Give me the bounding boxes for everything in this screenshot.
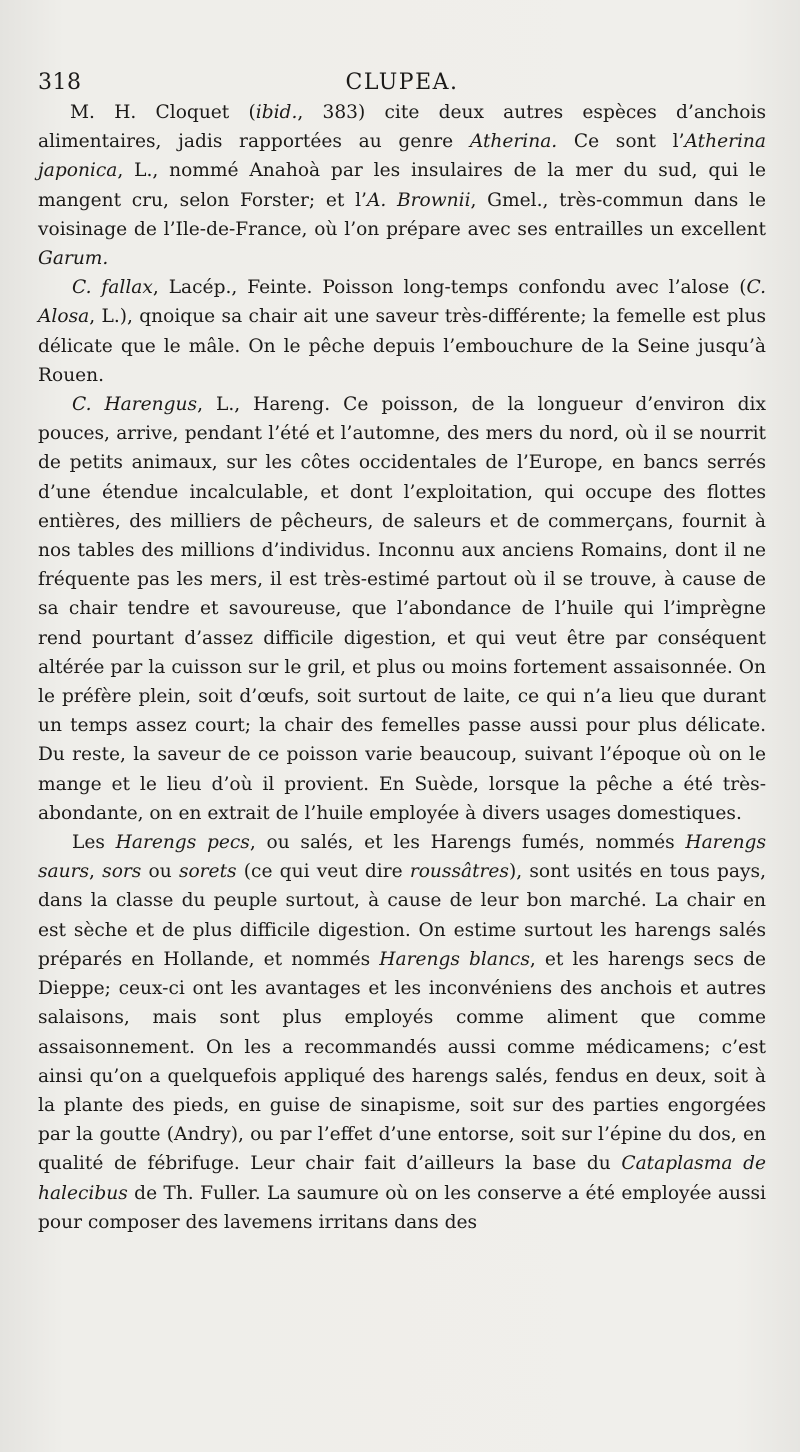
text-segment-italic: sorets [178,861,237,883]
text-segment: , L., Hareng. Ce poisson, de la longueur d’environ dix pouces, arrive, pendant l’été et l’automne, des mers du nord, où il se nourrit de petits animaux, sur les côtes occidentales de l’Europe, en bancs serrés d’une étendue incalculable, et dont l’exploitation, qui occupe des flottes entières, des milliers de pêcheurs, de saleurs et de commerçans, fournit à nos tables des millions d’individus. Inconnu aux anciens Romains, dont il ne fréquente pas les mers, il est très-estimé partout où il se trouve, à cause de sa chair tendre et savoureuse, que l’abondance de l’huile qui l’imprègne rend pourtant d’assez difficile digestion, et qui veut être par conséquent altérée par la cuisson sur le gril, et plus ou moins fortement assaisonnée. On le préfère plein, soit d’œufs, soit surtout de laite, ce qui n’a lieu que durant un temps assez court; la chair des femelles passe aussi pour plus délicate. Du reste, la saveur de ce poisson varie beaucoup, suivant l’époque où on le mange et le lieu d’où il provient. En Suède, lorsque la pêche a été très-abondante, on en extrait de l’huile employée à divers usages domestiques. [38,394,766,824]
body-text [38,98,766,1237]
text-segment-italic: Garum. [38,248,109,270]
text-segment-italic: A. Brownii [366,189,471,211]
paragraph-c-harengus [38,390,766,828]
text-segment: , L.), qnoique sa chair ait une saveur très-différente; la femelle est plus délicate que le mâle. On le pêche depuis l’embouchure de la Seine jusqu’à Rouen. [38,306,766,386]
text-segment-italic: Harengs blancs [379,948,530,970]
text-segment: , 383) cite deux autres espèces d’anchois alimentaires, jadis rapportées au genre [38,102,766,153]
text-segment: de Th. Fuller. La saumure où on les conserve a été employée aussi pour composer des lavemens irritans dans des [38,1182,766,1233]
text-segment: , ou salés, et les Harengs fumés, nommés [249,832,686,854]
paragraph-c-fallax [38,273,766,390]
page-header [38,58,766,98]
text-segment-italic: Atherina. [469,131,558,153]
paragraph-anchovies [38,98,766,273]
text-segment-italic: Harengs pecs [115,832,250,854]
text-segment: , [89,861,103,883]
text-segment-italic: roussâtres [409,861,509,883]
text-segment-italic: C. fallax [72,277,153,299]
text-segment: ), sont usités en tous pays, dans la classe du peuple surtout, à cause de leur bon marché. La chair en est sèche et de plus difficile digestion. On estime surtout les harengs salés préparés en Hollande, et nommés [38,861,766,970]
text-segment-italic: sors [102,861,142,883]
text-segment: , L., nommé Anahoà par les insulaires de la mer du sud, qui le mangent cru, selon Forster; et l’ [38,160,766,211]
text-segment: , Gmel., très-commun dans le voisinage de l’Ile-de-France, où l’on prépare avec ses entrailles un excellent [38,189,767,240]
text-segment-italic: Harengs saurs [38,832,766,883]
text-segment: , Lacép., Feinte. Poisson long-temps confondu avec l’alose ( [152,277,747,299]
text-segment-italic: C. Harengus [72,394,198,416]
text-segment-italic: Atherina japonica [38,131,766,182]
text-segment: Les [72,832,116,854]
text-segment: ou [141,861,179,883]
paragraph-harengs-pecs [38,828,766,1237]
text-segment: Ce sont l’ [557,131,685,153]
text-segment-italic: ibid. [255,102,298,123]
page-number: 318 [38,70,82,95]
running-title: CLUPEA. [345,70,459,95]
text-segment-italic: Cataplasma de halecibus [38,1153,766,1204]
text-segment: M. H. Cloquet ( [70,102,256,123]
text-segment-italic: C. Alosa [38,277,766,328]
text-segment: (ce qui veut dire [236,861,410,883]
text-segment: , et les harengs secs de Dieppe; ceux-ci ont les avantages et les inconvéniens des anchois et autres salaisons, mais sont plus employés comme aliment que comme assaisonnement. On les a recommandés aussi comme médicamens; c’est ainsi qu’on a quelquefois appliqué des harengs salés, fendus en deux, soit à la plante des pieds, en guise de sinapisme, soit sur des parties engorgées par la goutte (Andry), ou par l’effet d’une entorse, soit sur l’épine du dos, en qualité de fébrifuge. Leur chair fait d’ailleurs la base du [38,948,766,1175]
